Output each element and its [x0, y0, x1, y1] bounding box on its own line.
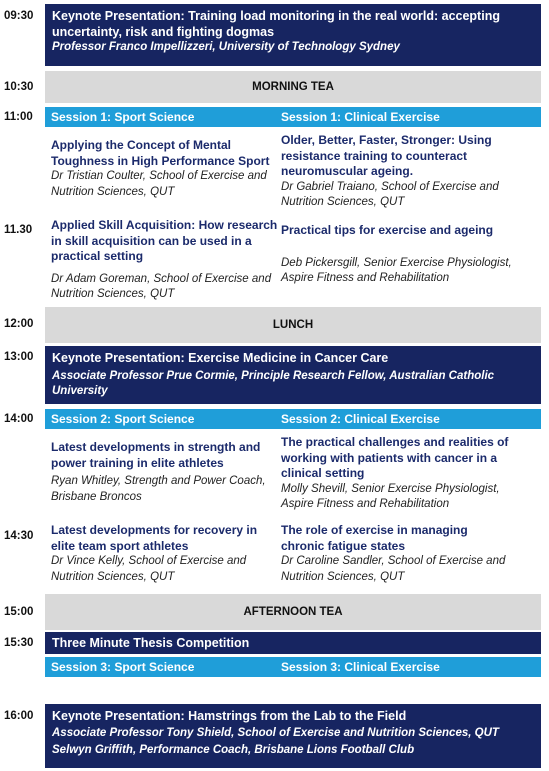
- time-1400: 14:00: [4, 413, 34, 425]
- time-1300: 13:00: [4, 351, 34, 363]
- session-2-sport-header: Session 2: Sport Science: [51, 412, 195, 426]
- talk-speaker: Molly Shevill, Senior Exercise Physiologist, Aspire Fitness and Rehabilitation: [281, 482, 500, 510]
- session-3-sport-header: Session 3: Sport Science: [51, 660, 195, 674]
- talk-title: Older, Better, Faster, Stronger: Using resistance training to counteract neuromuscular ageing.: [281, 133, 492, 178]
- talk-speaker: Dr Vince Kelly, School of Exercise and Nutrition Sciences, QUT: [51, 555, 247, 583]
- session-2-clinical-talk-2: [281, 523, 513, 585]
- session-1-sport-header: Session 1: Sport Science: [51, 110, 195, 124]
- session-2-clinical-talk-1: [281, 435, 537, 513]
- keynote-3: [45, 704, 541, 768]
- talk-title: The role of exercise in managing chronic fatigue states: [281, 523, 468, 553]
- session-1-clinical-header: Session 1: Clinical Exercise: [281, 110, 440, 124]
- session-1-clinical-talk-1: [281, 133, 513, 211]
- session-2-clinical-header: Session 2: Clinical Exercise: [281, 412, 440, 426]
- talk-title: Latest developments in strength and power training in elite athletes: [51, 440, 261, 470]
- talk-title: Practical tips for exercise and ageing: [281, 223, 494, 237]
- keynote-1-presenter: Professor Franco Impellizzeri, University of Technology Sydney: [52, 41, 400, 53]
- talk-title: Applying the Concept of Mental Toughness in High Performance Sport: [51, 138, 270, 168]
- session-1-sport-talk-1: [51, 138, 283, 200]
- session-1-clinical-talk-2: [281, 223, 513, 287]
- talk-title: Applied Skill Acquisition: How research in skill acquisition can be used in a practical setting: [51, 218, 278, 263]
- keynote-3-presenter-1: Associate Professor Tony Shield, School of Exercise and Nutrition Sciences, QUT: [52, 727, 499, 739]
- time-1100: 11:00: [4, 111, 33, 123]
- time-1600: 16:00: [4, 710, 34, 722]
- morning-tea-bar: MORNING TEA: [45, 71, 541, 103]
- keynote-2-presenter: Associate Professor Prue Cormie, Principle Research Fellow, Australian Catholic University: [52, 370, 495, 397]
- time-1430: 14:30: [4, 530, 34, 542]
- time-1500: 15:00: [4, 606, 34, 618]
- time-0930: 09:30: [4, 10, 34, 22]
- talk-title: The practical challenges and realities of working with patients with cancer in a clinical setting: [281, 435, 509, 480]
- thesis-competition-bar: Three Minute Thesis Competition: [45, 632, 541, 654]
- session-3-clinical-header: Session 3: Clinical Exercise: [281, 660, 440, 674]
- lunch-bar: LUNCH: [45, 307, 541, 343]
- time-1030: 10:30: [4, 81, 34, 93]
- session-2-sport-talk-2: [51, 523, 283, 585]
- keynote-1: [45, 4, 541, 66]
- keynote-2: [45, 346, 541, 404]
- keynote-1-title: Keynote Presentation: Training load monitoring in the real world: accepting uncertainty, risk and fighting dogmas: [52, 9, 500, 39]
- session-1-header: [45, 107, 541, 127]
- talk-speaker: Dr Adam Goreman, School of Exercise and Nutrition Sciences, QUT: [51, 272, 272, 300]
- time-1130: 11.30: [4, 224, 33, 236]
- afternoon-tea-bar: AFTERNOON TEA: [45, 594, 541, 630]
- session-3-header: [45, 657, 541, 677]
- session-2-sport-talk-1: [51, 440, 283, 505]
- time-1200: 12:00: [4, 318, 34, 330]
- time-1530: 15:30: [4, 637, 34, 649]
- session-2-header: [45, 409, 541, 429]
- talk-speaker: Dr Gabriel Traiano, School of Exercise and Nutrition Sciences, QUT: [281, 180, 499, 208]
- talk-speaker: Ryan Whitley, Strength and Power Coach, Brisbane Broncos: [51, 475, 266, 503]
- keynote-2-title: Keynote Presentation: Exercise Medicine in Cancer Care: [52, 351, 389, 365]
- talk-speaker: Dr Caroline Sandler, School of Exercise and Nutrition Sciences, QUT: [281, 555, 506, 583]
- talk-title: Latest developments for recovery in elite team sport athletes: [51, 523, 258, 553]
- keynote-3-presenter-2: Selwyn Griffith, Performance Coach, Brisbane Lions Football Club: [52, 744, 415, 756]
- talk-speaker: Dr Tristian Coulter, School of Exercise and Nutrition Sciences, QUT: [51, 170, 267, 198]
- keynote-3-title: Keynote Presentation: Hamstrings from the Lab to the Field: [52, 709, 407, 723]
- session-1-sport-talk-2: [51, 218, 283, 303]
- talk-speaker: Deb Pickersgill, Senior Exercise Physiologist, Aspire Fitness and Rehabilitation: [281, 256, 512, 284]
